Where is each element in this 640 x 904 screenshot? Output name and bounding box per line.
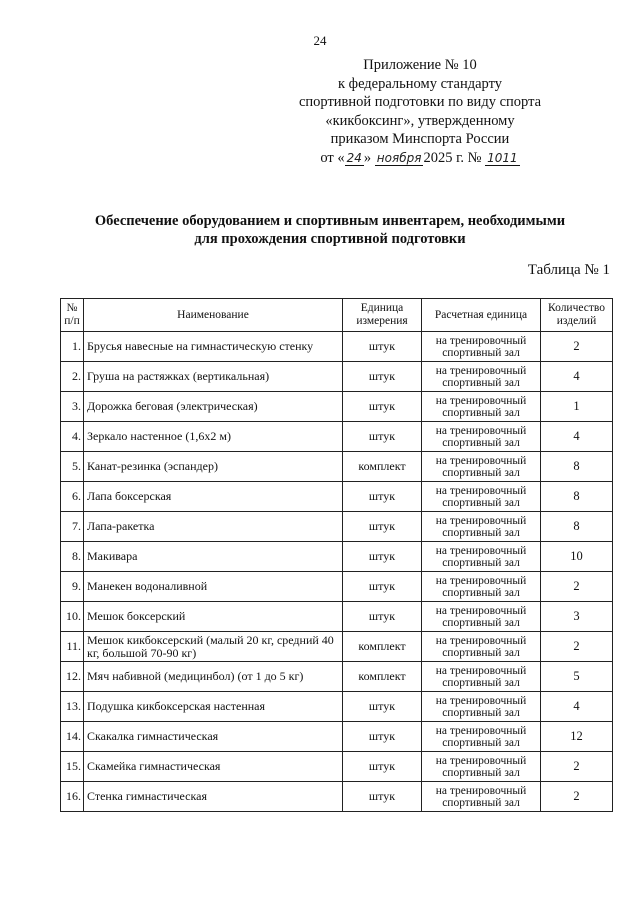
cell-calc: на тренировочный спортивный зал	[422, 752, 541, 782]
appendix-block	[270, 56, 570, 167]
cell-unit: штук	[343, 542, 422, 572]
date-mid: »	[363, 149, 372, 166]
cell-name: Стенка гимнастическая	[84, 782, 343, 812]
cell-num: 10.	[61, 602, 84, 632]
table-row	[61, 752, 613, 782]
cell-unit: штук	[343, 332, 422, 362]
cell-name: Брусья навесные на гимнастическую стенку	[84, 332, 343, 362]
table-row	[61, 722, 613, 752]
table-row	[61, 482, 613, 512]
cell-qty: 8	[541, 512, 613, 542]
cell-calc: на тренировочный спортивный зал	[422, 512, 541, 542]
cell-calc: на тренировочный спортивный зал	[422, 482, 541, 512]
cell-unit: штук	[343, 692, 422, 722]
cell-unit: комплект	[343, 662, 422, 692]
document-title	[40, 212, 620, 248]
header-qty: Количество изделий	[541, 299, 613, 332]
cell-num: 14.	[61, 722, 84, 752]
table-row	[61, 542, 613, 572]
cell-name: Мяч набивной (медицинбол) (от 1 до 5 кг)	[84, 662, 343, 692]
cell-calc: на тренировочный спортивный зал	[422, 782, 541, 812]
cell-unit: штук	[343, 482, 422, 512]
cell-unit: штук	[343, 782, 422, 812]
table-header-row	[61, 299, 613, 332]
handwritten-month: ноября	[376, 150, 422, 165]
cell-qty: 2	[541, 572, 613, 602]
cell-qty: 1	[541, 392, 613, 422]
header-name: Наименование	[84, 299, 343, 332]
cell-name: Манекен водоналивной	[84, 572, 343, 602]
table-row	[61, 392, 613, 422]
cell-name: Мешок боксерский	[84, 602, 343, 632]
table-label: Таблица № 1	[527, 262, 610, 278]
cell-unit: штук	[343, 602, 422, 632]
cell-name: Канат-резинка (эспандер)	[84, 452, 343, 482]
cell-num: 7.	[61, 512, 84, 542]
cell-num: 8.	[61, 542, 84, 572]
cell-num: 1.	[61, 332, 84, 362]
cell-num: 9.	[61, 572, 84, 602]
cell-calc: на тренировочный спортивный зал	[422, 692, 541, 722]
year-text: 2025 г. №	[423, 149, 482, 166]
handwritten-order-number: 1011	[487, 150, 518, 165]
cell-num: 2.	[61, 362, 84, 392]
cell-unit: комплект	[343, 632, 422, 662]
cell-name: Подушка кикбоксерская настенная	[84, 692, 343, 722]
cell-qty: 2	[541, 782, 613, 812]
cell-unit: штук	[343, 512, 422, 542]
cell-unit: штук	[343, 572, 422, 602]
cell-calc: на тренировочный спортивный зал	[422, 452, 541, 482]
cell-unit: комплект	[343, 452, 422, 482]
handwritten-day: 24	[346, 150, 362, 165]
cell-name: Макивара	[84, 542, 343, 572]
cell-name: Лапа боксерская	[84, 482, 343, 512]
cell-num: 11.	[61, 632, 84, 662]
cell-name: Дорожка беговая (электрическая)	[84, 392, 343, 422]
cell-num: 12.	[61, 662, 84, 692]
cell-name: Скамейка гимнастическая	[84, 752, 343, 782]
date-prefix: от «	[320, 149, 345, 166]
cell-unit: штук	[343, 752, 422, 782]
cell-qty: 4	[541, 422, 613, 452]
cell-calc: на тренировочный спортивный зал	[422, 392, 541, 422]
table-row	[61, 782, 613, 812]
cell-qty: 8	[541, 482, 613, 512]
cell-qty: 12	[541, 722, 613, 752]
cell-qty: 3	[541, 602, 613, 632]
cell-unit: штук	[343, 422, 422, 452]
equipment-table	[60, 298, 613, 812]
table-row	[61, 332, 613, 362]
table-row	[61, 452, 613, 482]
table-row	[61, 662, 613, 692]
cell-name: Лапа-ракетка	[84, 512, 343, 542]
cell-calc: на тренировочный спортивный зал	[422, 572, 541, 602]
table-row	[61, 422, 613, 452]
cell-qty: 4	[541, 362, 613, 392]
cell-name: Груша на растяжках (вертикальная)	[84, 362, 343, 392]
header-num: № п/п	[61, 299, 84, 332]
cell-calc: на тренировочный спортивный зал	[422, 632, 541, 662]
appendix-line: «кикбоксинг», утвержденному	[325, 112, 515, 129]
cell-qty: 4	[541, 692, 613, 722]
cell-num: 3.	[61, 392, 84, 422]
appendix-line: Приложение № 10	[363, 57, 477, 73]
cell-qty: 8	[541, 452, 613, 482]
cell-qty: 2	[541, 632, 613, 662]
cell-unit: штук	[343, 722, 422, 752]
order-date-line	[270, 149, 570, 168]
cell-calc: на тренировочный спортивный зал	[422, 542, 541, 572]
cell-calc: на тренировочный спортивный зал	[422, 422, 541, 452]
cell-unit: штук	[343, 392, 422, 422]
cell-unit: штук	[343, 362, 422, 392]
cell-qty: 10	[541, 542, 613, 572]
table-row	[61, 512, 613, 542]
cell-num: 6.	[61, 482, 84, 512]
cell-num: 16.	[61, 782, 84, 812]
appendix-line: спортивной подготовки по виду спорта	[298, 94, 542, 110]
cell-name: Зеркало настенное (1,6х2 м)	[84, 422, 343, 452]
title-line-1: Обеспечение оборудованием и спортивным инвентарем, необходимыми	[94, 213, 566, 229]
title-line-2: для прохождения спортивной подготовки	[194, 231, 466, 247]
table-row	[61, 572, 613, 602]
cell-num: 13.	[61, 692, 84, 722]
cell-qty: 2	[541, 332, 613, 362]
cell-num: 5.	[61, 452, 84, 482]
cell-calc: на тренировочный спортивный зал	[422, 602, 541, 632]
table-row	[61, 362, 613, 392]
cell-calc: на тренировочный спортивный зал	[422, 662, 541, 692]
cell-name: Мешок кикбоксерский (малый 20 кг, средний 40 кг, большой 70-90 кг)	[84, 632, 343, 662]
page-number: 24	[313, 33, 327, 48]
cell-name: Скакалка гимнастическая	[84, 722, 343, 752]
appendix-line: приказом Минспорта России	[330, 131, 510, 147]
cell-num: 15.	[61, 752, 84, 782]
cell-num: 4.	[61, 422, 84, 452]
table-row	[61, 692, 613, 722]
appendix-line: к федеральному стандарту	[338, 75, 502, 92]
cell-calc: на тренировочный спортивный зал	[422, 362, 541, 392]
table-row	[61, 602, 613, 632]
table-row	[61, 632, 613, 662]
header-unit: Единица измерения	[343, 299, 422, 332]
cell-qty: 2	[541, 752, 613, 782]
header-calc: Расчетная единица	[422, 299, 541, 332]
cell-calc: на тренировочный спортивный зал	[422, 332, 541, 362]
cell-qty: 5	[541, 662, 613, 692]
cell-calc: на тренировочный спортивный зал	[422, 722, 541, 752]
